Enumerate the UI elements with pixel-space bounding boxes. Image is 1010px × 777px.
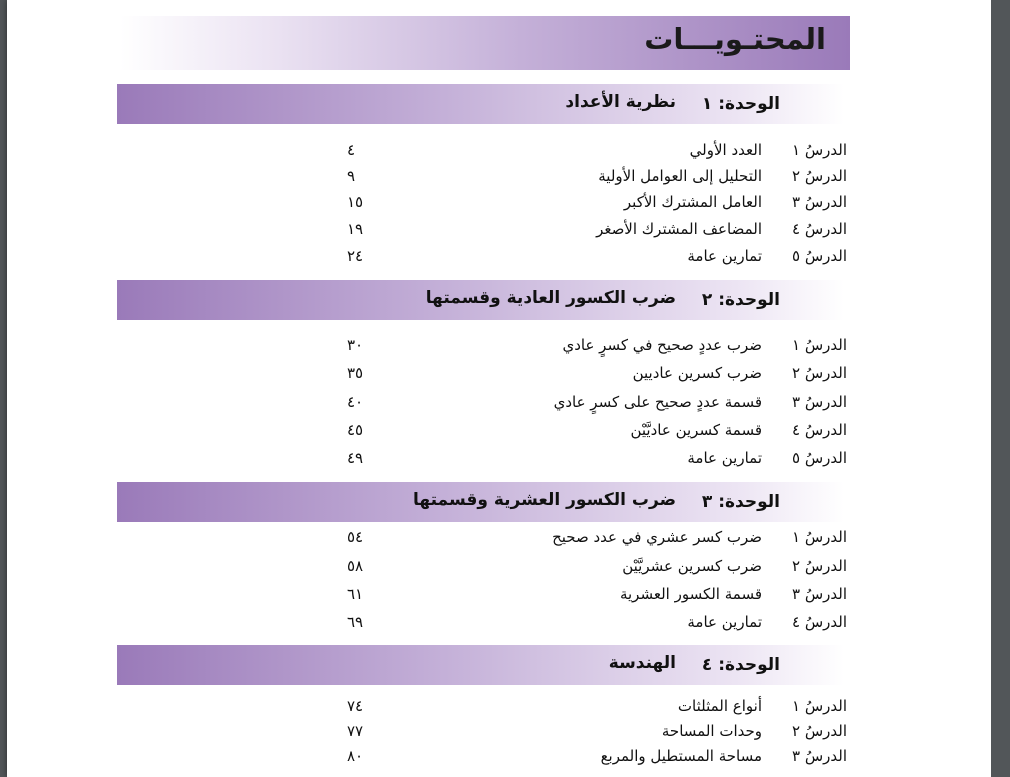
lesson-label: الدرسُ ٤ bbox=[792, 613, 847, 631]
unit-title: ضرب الكسور العشرية وقسمتها bbox=[413, 490, 676, 510]
lesson-label: الدرسُ ١ bbox=[792, 528, 847, 546]
lesson-page-number: ٧٤ bbox=[347, 697, 364, 715]
lesson-page-number: ١٩ bbox=[347, 220, 364, 238]
lesson-title: ضرب عددٍ صحيح في كسرٍ عادي bbox=[562, 336, 762, 354]
lesson-row[interactable] bbox=[117, 557, 854, 581]
lesson-page-number: ٣٥ bbox=[347, 364, 364, 382]
lesson-row[interactable] bbox=[117, 722, 854, 746]
lesson-label: الدرسُ ١ bbox=[792, 697, 847, 715]
lesson-page-number: ١٥ bbox=[347, 193, 364, 211]
unit-title: ضرب الكسور العادية وقسمتها bbox=[425, 288, 676, 308]
viewer-background-right bbox=[991, 0, 1010, 777]
lesson-label: الدرسُ ٣ bbox=[792, 393, 847, 411]
lesson-label: الدرسُ ٥ bbox=[792, 247, 847, 265]
lesson-row[interactable] bbox=[117, 585, 854, 609]
lesson-row[interactable] bbox=[117, 220, 854, 244]
unit-label: الوحدة: ٢ bbox=[701, 290, 780, 310]
lesson-label: الدرسُ ١ bbox=[792, 141, 847, 159]
lesson-page-number: ٤٩ bbox=[347, 449, 364, 467]
lesson-label: الدرسُ ٣ bbox=[792, 747, 847, 765]
lesson-title: العامل المشترك الأكبر bbox=[623, 193, 762, 211]
lesson-page-number: ٣٠ bbox=[347, 336, 364, 354]
lesson-title: ضرب كسر عشري في عدد صحيح bbox=[552, 528, 762, 546]
lesson-row[interactable] bbox=[117, 193, 854, 217]
lesson-row[interactable] bbox=[117, 247, 854, 271]
lesson-row[interactable] bbox=[117, 421, 854, 445]
lesson-page-number: ٤٥ bbox=[347, 421, 364, 439]
lesson-label: الدرسُ ٢ bbox=[792, 167, 847, 185]
lesson-page-number: ٩ bbox=[347, 167, 356, 185]
lesson-label: الدرسُ ١ bbox=[792, 336, 847, 354]
lesson-title: العدد الأولي bbox=[689, 141, 762, 159]
unit-title: نظرية الأعداد bbox=[565, 92, 676, 112]
lesson-row[interactable] bbox=[117, 393, 854, 417]
lesson-page-number: ٦١ bbox=[347, 585, 364, 603]
contents-title-bar bbox=[120, 16, 850, 70]
lesson-label: الدرسُ ٤ bbox=[792, 421, 847, 439]
lesson-label: الدرسُ ٢ bbox=[792, 364, 847, 382]
lesson-page-number: ٥٨ bbox=[347, 557, 364, 575]
lesson-row[interactable] bbox=[117, 528, 854, 552]
lesson-label: الدرسُ ٣ bbox=[792, 585, 847, 603]
lesson-page-number: ٧٧ bbox=[347, 722, 364, 740]
lesson-page-number: ٦٩ bbox=[347, 613, 364, 631]
document-page bbox=[7, 0, 991, 777]
lesson-title: وحدات المساحة bbox=[661, 722, 762, 740]
lesson-title: التحليل إلى العوامل الأولية bbox=[598, 167, 762, 185]
unit-title: الهندسة bbox=[608, 653, 676, 673]
unit-label: الوحدة: ١ bbox=[701, 94, 780, 114]
unit-label: الوحدة: ٣ bbox=[701, 492, 780, 512]
lesson-row[interactable] bbox=[117, 747, 854, 771]
lesson-label: الدرسُ ٢ bbox=[792, 722, 847, 740]
lesson-page-number: ٥٤ bbox=[347, 528, 364, 546]
lesson-label: الدرسُ ٥ bbox=[792, 449, 847, 467]
lesson-title: المضاعف المشترك الأصغر bbox=[596, 220, 762, 238]
lesson-page-number: ٤ bbox=[347, 141, 356, 159]
lesson-title: ضرب كسرين عشريَّيْن bbox=[622, 557, 762, 575]
unit-header bbox=[117, 280, 844, 320]
lesson-title: قسمة كسرين عاديَّيْن bbox=[630, 421, 762, 439]
lesson-title: مساحة المستطيل والمربع bbox=[600, 747, 762, 765]
lesson-label: الدرسُ ٣ bbox=[792, 193, 847, 211]
lesson-title: تمارين عامة bbox=[687, 449, 762, 467]
lesson-title: أنواع المثلثات bbox=[677, 697, 762, 715]
lesson-row[interactable] bbox=[117, 167, 854, 191]
unit-header bbox=[117, 482, 844, 522]
lesson-page-number: ٤٠ bbox=[347, 393, 364, 411]
lesson-label: الدرسُ ٢ bbox=[792, 557, 847, 575]
lesson-title: تمارين عامة bbox=[687, 247, 762, 265]
page-title: المحتـويـــات bbox=[644, 22, 826, 56]
unit-header bbox=[117, 84, 844, 124]
lesson-page-number: ٨٠ bbox=[347, 747, 364, 765]
unit-label: الوحدة: ٤ bbox=[701, 655, 780, 675]
lesson-row[interactable] bbox=[117, 336, 854, 360]
unit-header bbox=[117, 645, 844, 685]
lesson-label: الدرسُ ٤ bbox=[792, 220, 847, 238]
lesson-row[interactable] bbox=[117, 141, 854, 165]
lesson-title: قسمة الكسور العشرية bbox=[619, 585, 762, 603]
lesson-row[interactable] bbox=[117, 364, 854, 388]
lesson-title: تمارين عامة bbox=[687, 613, 762, 631]
lesson-row[interactable] bbox=[117, 613, 854, 637]
lesson-row[interactable] bbox=[117, 697, 854, 721]
lesson-row[interactable] bbox=[117, 449, 854, 473]
lesson-title: ضرب كسرين عاديين bbox=[632, 364, 762, 382]
lesson-page-number: ٢٤ bbox=[347, 247, 364, 265]
lesson-title: قسمة عددٍ صحيح على كسرٍ عادي bbox=[553, 393, 762, 411]
